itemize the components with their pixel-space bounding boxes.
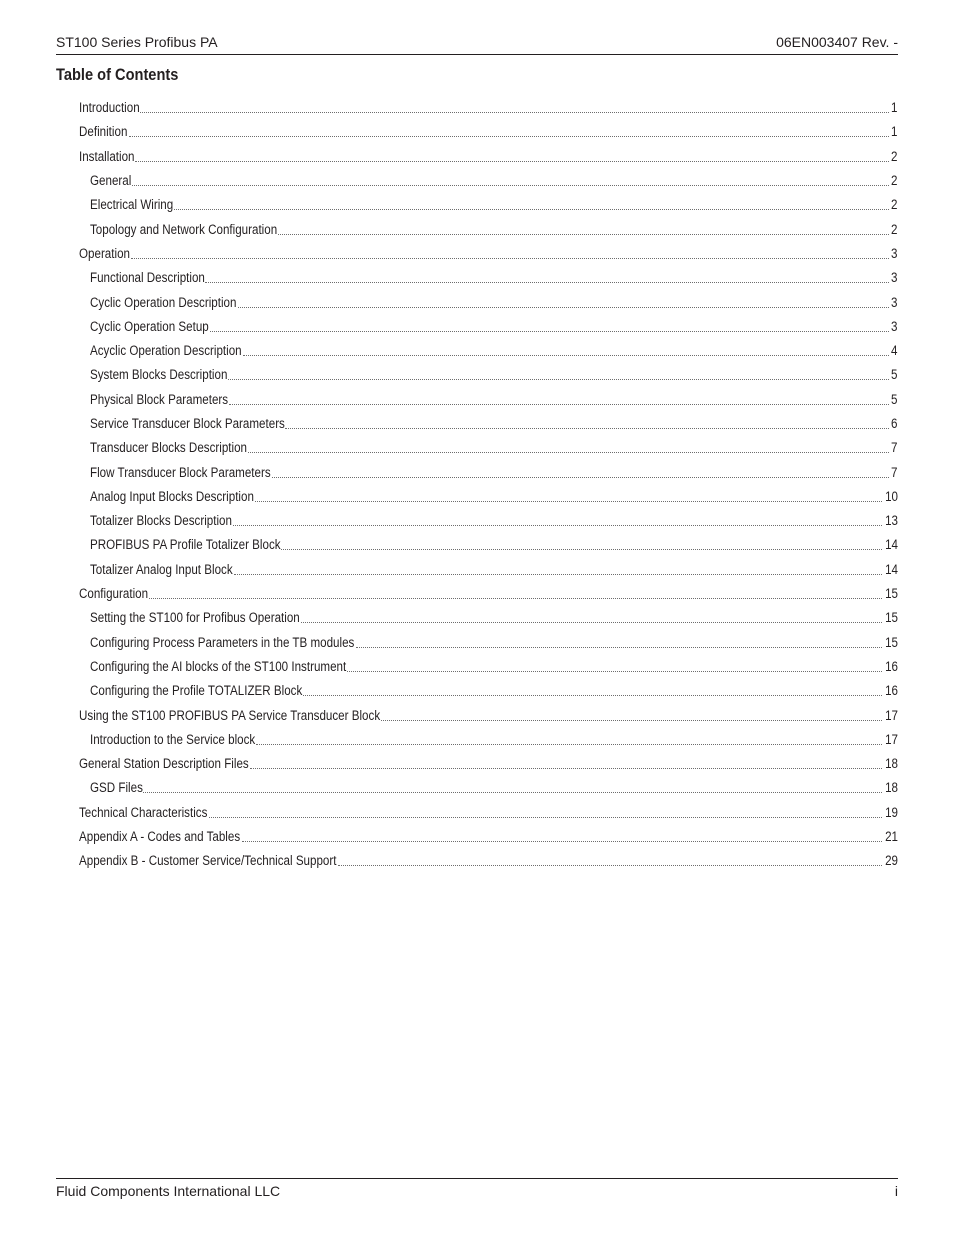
toc-dot-leader — [285, 428, 889, 429]
toc-dot-leader — [381, 720, 882, 721]
toc-entry[interactable] — [79, 849, 898, 873]
toc-entry[interactable] — [79, 801, 898, 825]
toc-entry-label-wrap — [90, 732, 883, 748]
toc-dot-leader — [132, 185, 889, 186]
toc-entry-page-number: 14 — [885, 537, 898, 553]
toc-entry-page-number: 17 — [885, 707, 898, 723]
toc-entry[interactable] — [79, 509, 898, 533]
toc-dot-leader — [248, 452, 890, 453]
toc-entry-label-wrap — [90, 635, 883, 651]
toc-entry-page-number: 21 — [885, 829, 898, 845]
toc-entry[interactable] — [79, 752, 898, 776]
toc-dot-leader — [131, 258, 889, 259]
toc-entry-page-number: 3 — [891, 294, 898, 310]
toc-entry-label-wrap — [90, 440, 890, 456]
toc-entry[interactable] — [79, 436, 898, 460]
header-document-title: ST100 Series Profibus PA — [56, 34, 218, 50]
toc-entry[interactable] — [79, 679, 898, 703]
toc-entry-label: Cyclic Operation Description — [90, 294, 237, 310]
toc-entry-label-wrap — [90, 537, 883, 553]
toc-dot-leader — [272, 477, 890, 478]
toc-dot-leader — [338, 865, 882, 866]
toc-entry[interactable] — [79, 290, 898, 314]
toc-entry-label: Configuring the AI blocks of the ST100 Instrument — [90, 658, 347, 674]
toc-entry-label: Installation — [79, 148, 135, 164]
toc-entry-label-wrap — [79, 829, 883, 845]
footer-company-name: Fluid Components International LLC — [56, 1183, 281, 1199]
toc-entry-label: Physical Block Parameters — [90, 391, 229, 407]
toc-entry-page-number: 15 — [885, 634, 898, 650]
toc-dot-leader — [209, 817, 882, 818]
toc-entry-label: Flow Transducer Block Parameters — [90, 464, 271, 480]
toc-dot-leader — [210, 331, 890, 332]
toc-entry-label: Functional Description — [90, 270, 205, 286]
toc-entry[interactable] — [79, 96, 898, 120]
toc-entry-label-wrap — [90, 367, 890, 383]
toc-entry-label-wrap — [90, 270, 890, 286]
toc-entry-label: Electrical Wiring — [90, 197, 174, 213]
toc-entry[interactable] — [79, 776, 898, 800]
toc-entry[interactable] — [79, 485, 898, 509]
toc-entry-label-wrap — [79, 805, 883, 821]
toc-entry[interactable] — [79, 582, 898, 606]
page-footer — [56, 1178, 898, 1200]
toc-entry-page-number: 3 — [891, 270, 898, 286]
toc-dot-leader — [278, 234, 890, 235]
toc-entry-label: General Station Description Files — [79, 756, 249, 772]
toc-entry-label: Transducer Blocks Description — [90, 440, 248, 456]
toc-entry[interactable] — [79, 315, 898, 339]
toc-entry-label: GSD Files — [90, 780, 143, 796]
toc-entry-label-wrap — [90, 295, 890, 311]
toc-entry-page-number: 16 — [885, 658, 898, 674]
toc-entry[interactable] — [79, 655, 898, 679]
toc-entry-page-number: 10 — [885, 488, 898, 504]
toc-entry-label: Acyclic Operation Description — [90, 343, 242, 359]
toc-entry[interactable] — [79, 631, 898, 655]
toc-entry-page-number: 1 — [891, 124, 898, 140]
toc-dot-leader — [135, 161, 889, 162]
toc-dot-leader — [242, 841, 882, 842]
toc-dot-leader — [303, 695, 882, 696]
toc-entry-label-wrap — [79, 586, 883, 602]
toc-title: Table of Contents — [56, 65, 179, 84]
toc-dot-leader — [149, 598, 882, 599]
toc-dot-leader — [250, 768, 882, 769]
toc-entry-label-wrap — [79, 708, 883, 724]
toc-entry-label: Configuring Process Parameters in the TB modules — [90, 634, 355, 650]
toc-entry-label: Operation — [79, 245, 130, 261]
toc-entry-page-number: 6 — [891, 416, 898, 431]
toc-dot-leader — [174, 209, 889, 210]
toc-entry-label-wrap — [90, 610, 883, 626]
toc-entry-label-wrap — [90, 659, 883, 675]
toc-entry[interactable] — [79, 145, 898, 169]
toc-entry-label-wrap — [90, 489, 883, 505]
toc-entry[interactable] — [79, 558, 898, 582]
toc-entry-label: Introduction to the Service block — [90, 731, 256, 747]
toc-entry-label-wrap — [79, 853, 883, 869]
toc-entry-page-number: 13 — [885, 513, 898, 529]
toc-dot-leader — [228, 379, 889, 380]
toc-entry-label: Introduction — [79, 100, 140, 116]
toc-entry-label: Configuring the Profile TOTALIZER Block — [90, 683, 303, 699]
toc-entry-page-number: 2 — [891, 197, 898, 213]
toc-entry-page-number: 2 — [891, 221, 898, 237]
toc-entry-page-number: 2 — [891, 173, 898, 189]
toc-entry-page-number: 18 — [885, 780, 898, 796]
toc-entry-label-wrap — [90, 173, 890, 189]
toc-entry-label-wrap — [90, 465, 890, 481]
toc-entry-label-wrap — [90, 222, 890, 238]
toc-entry-label: Analog Input Blocks Description — [90, 488, 254, 504]
toc-entry[interactable] — [79, 120, 898, 144]
toc-entry-label: Appendix B - Customer Service/Technical Support — [79, 853, 337, 869]
toc-dot-leader — [356, 647, 882, 648]
toc-entry-page-number: 17 — [885, 731, 898, 747]
toc-entry[interactable] — [79, 606, 898, 630]
toc-entry-label: Configuration — [79, 586, 149, 602]
toc-entry-page-number: 2 — [891, 148, 898, 164]
toc-entry-page-number: 7 — [891, 464, 898, 480]
toc-entry-label: Setting the ST100 for Profibus Operation — [90, 610, 300, 626]
header-document-number: 06EN003407 Rev. - — [776, 34, 898, 50]
toc-entry-label-wrap — [90, 319, 890, 335]
toc-entry[interactable] — [79, 339, 898, 363]
toc-entry[interactable] — [79, 169, 898, 193]
toc-entry-label: Totalizer Analog Input Block — [90, 561, 233, 577]
toc-entry[interactable] — [79, 266, 898, 290]
page-header — [56, 34, 898, 55]
toc-dot-leader — [301, 622, 882, 623]
toc-entry-label-wrap — [90, 780, 883, 796]
toc-entry-page-number: 29 — [885, 853, 898, 869]
toc-entry-label: System Blocks Description — [90, 367, 228, 383]
toc-entry[interactable] — [79, 363, 898, 387]
toc-entry[interactable] — [79, 412, 898, 436]
toc-entry-page-number: 16 — [885, 683, 898, 699]
toc-entry-page-number: 4 — [891, 343, 898, 359]
toc-entry-page-number: 7 — [891, 440, 898, 456]
toc-entry-label: PROFIBUS PA Profile Totalizer Block — [90, 537, 281, 553]
toc-entry-label-wrap — [79, 124, 890, 140]
toc-entry-label: Service Transducer Block Parameters — [90, 416, 285, 431]
toc-dot-leader — [238, 307, 890, 308]
toc-entry-label: Topology and Network Configuration — [90, 221, 278, 237]
toc-entry-page-number: 1 — [891, 100, 898, 116]
toc-entry-label-wrap — [90, 343, 890, 359]
toc-dot-leader — [143, 792, 882, 793]
toc-dot-leader — [256, 744, 882, 745]
toc-dot-leader — [234, 574, 882, 575]
toc-entry[interactable] — [79, 728, 898, 752]
toc-entry-label-wrap — [79, 149, 890, 165]
toc-entry-page-number: 3 — [891, 245, 898, 261]
toc-entry-label: Technical Characteristics — [79, 804, 208, 820]
toc-entry-page-number: 18 — [885, 756, 898, 772]
toc-dot-leader — [229, 404, 890, 405]
toc-entry-label: Totalizer Blocks Description — [90, 513, 232, 529]
toc-entry-page-number: 15 — [885, 586, 898, 602]
toc-dot-leader — [281, 549, 882, 550]
toc-dot-leader — [140, 112, 889, 113]
toc-dot-leader — [129, 136, 890, 137]
toc-dot-leader — [347, 671, 882, 672]
toc-entry-label-wrap — [90, 197, 890, 213]
toc-dot-leader — [255, 501, 882, 502]
toc-entry-label: Using the ST100 PROFIBUS PA Service Transducer Block — [79, 707, 381, 723]
toc-entry-label: Appendix A - Codes and Tables — [79, 829, 241, 845]
toc-entry-label-wrap — [90, 392, 890, 408]
toc-entry-page-number: 3 — [891, 318, 898, 334]
toc-entry-page-number: 5 — [891, 367, 898, 383]
toc-entry[interactable] — [79, 242, 898, 266]
toc-entry[interactable] — [79, 703, 898, 727]
toc-entry-page-number: 15 — [885, 610, 898, 626]
table-of-contents — [79, 96, 898, 874]
toc-entry[interactable] — [79, 388, 898, 412]
toc-entry-label-wrap — [90, 562, 883, 578]
toc-entry-label: Definition — [79, 124, 128, 140]
toc-entry-page-number: 14 — [885, 561, 898, 577]
toc-entry-label-wrap — [79, 756, 883, 772]
toc-entry[interactable] — [79, 533, 898, 557]
toc-entry-label-wrap — [79, 100, 890, 116]
toc-dot-leader — [233, 525, 882, 526]
toc-entry-page-number: 5 — [891, 391, 898, 407]
toc-dot-leader — [243, 355, 890, 356]
toc-entry-label: General — [90, 173, 132, 189]
toc-dot-leader — [205, 282, 889, 283]
toc-entry-label-wrap — [90, 683, 883, 699]
toc-entry[interactable] — [79, 460, 898, 484]
toc-entry[interactable] — [79, 193, 898, 217]
toc-entry-label-wrap — [90, 416, 890, 432]
toc-entry-label: Cyclic Operation Setup — [90, 318, 209, 334]
toc-entry-label-wrap — [79, 246, 890, 262]
toc-entry-label-wrap — [90, 513, 883, 529]
footer-page-number: i — [894, 1183, 898, 1199]
toc-entry[interactable] — [79, 825, 898, 849]
toc-entry[interactable] — [79, 217, 898, 241]
toc-entry-page-number: 19 — [885, 804, 898, 820]
